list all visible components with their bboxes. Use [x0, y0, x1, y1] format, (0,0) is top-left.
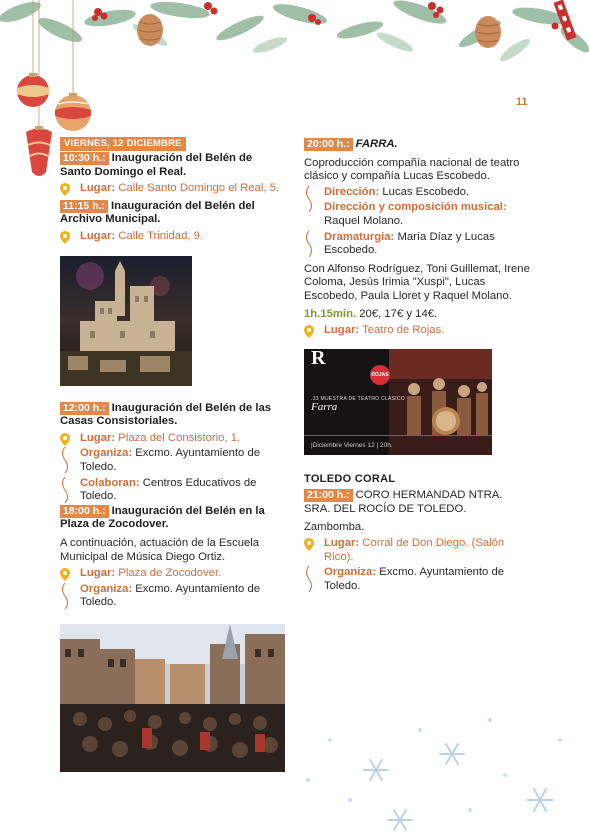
music-direction-value: Raquel Molano. [324, 214, 404, 227]
event-location [60, 182, 285, 196]
location-pin-icon [60, 433, 70, 446]
duration: 1h.15min. [304, 307, 357, 320]
event-cast: Con Alfonso Rodríguez, Toni Guillemat, Irene Coloma, Jesús Irimia "Xuspi", Lucas Escobedo, Paula Lloret y Raquel Molano. [304, 262, 530, 302]
location-label: Lugar: [324, 324, 360, 337]
farra-poster [304, 349, 492, 455]
event-collaborators [60, 477, 285, 504]
location-value: Corral de Don Diego. (Salón Rico). [324, 537, 505, 563]
page-number: 11 [516, 96, 528, 108]
event-title: Inauguración del Belén de las Casas Consistoriales. [60, 401, 272, 428]
location-value: Calle Santo Domingo el Real, 5. [118, 182, 280, 195]
location-label: Lugar: [324, 537, 360, 550]
event-time: 21:00 h.: [304, 489, 353, 502]
organizer-label: Organiza: [80, 447, 133, 460]
event-location [60, 432, 285, 446]
event-time: 20:00 h.: [304, 138, 353, 151]
dramaturgy-value: María Díaz y Lucas Escobedo. [324, 230, 495, 257]
dramaturgy-label: Dramaturgia: [324, 230, 395, 243]
prices: 20€, 17€ y 14€. [359, 307, 438, 320]
music-direction-label: Dirección y composición musical: [324, 201, 507, 214]
collaborators-value: Centros Educativos de Toledo. [80, 476, 257, 503]
event-location [304, 324, 530, 338]
location-value: Calle Trinidad, 9. [118, 229, 204, 242]
event-zocodover [60, 505, 285, 532]
event-farra [304, 138, 530, 152]
event-time: 10:30 h.: [60, 152, 109, 165]
location-label: Lugar: [80, 182, 116, 195]
location-pin-icon [60, 183, 70, 196]
location-pin-icon [60, 568, 70, 581]
poster-festival: .33 MUESTRA DE TEATRO CLÁSICO [311, 395, 406, 402]
event-time: 18:00 h.: [60, 505, 109, 518]
direction-label: Dirección: [324, 185, 380, 198]
event-coro [304, 489, 530, 516]
direction-value: Lucas Escobedo. [382, 185, 470, 198]
event-time: 11:15 h.: [60, 200, 108, 213]
left-column [60, 137, 285, 772]
date-banner: VIERNES, 12 DICIEMBRE [60, 137, 186, 151]
event-direction [304, 186, 530, 200]
event-casas-consistoriales [60, 402, 285, 429]
nativity-scene-photo [60, 256, 192, 386]
event-description: Coproducción compañía nacional de teatro clásico y compañía Lucas Escobedo. [304, 156, 520, 183]
collaborators-label: Colaboran: [80, 476, 140, 489]
squiggle-icon [304, 231, 314, 257]
organizer-label: Organiza: [80, 582, 133, 595]
organizer-value: Excmo. Ayuntamiento de Toledo. [80, 582, 261, 609]
section-title: TOLEDO CORAL [304, 472, 396, 485]
event-time: 12:00 h.: [60, 402, 109, 415]
organizer-label: Organiza: [324, 566, 377, 579]
location-value: Plaza de Zocodover. [118, 567, 222, 580]
location-pin-icon [60, 231, 70, 244]
event-organizer [60, 447, 285, 474]
right-column [304, 137, 530, 593]
event-description: A continuación, actuación de la Escuela Municipal de Música Diego Ortiz. [60, 536, 260, 563]
location-value: Teatro de Rojas. [362, 324, 445, 337]
squiggle-icon [60, 583, 70, 609]
location-label: Lugar: [80, 567, 116, 580]
event-title: FARRA. [355, 138, 398, 150]
squiggle-icon [60, 447, 70, 473]
location-pin-icon [304, 325, 314, 338]
poster-footer: |Diciembre Viernes 12 | 20h. [311, 441, 393, 449]
event-archivo-municipal [60, 200, 285, 227]
location-value: Plaza del Consistorio, 1. [118, 431, 241, 444]
location-label: Lugar: [80, 431, 116, 444]
event-genre: Zambomba. [304, 520, 365, 533]
organizer-value: Excmo. Ayuntamiento de Toledo. [324, 566, 505, 592]
event-title: Inauguración del Belén de Santo Domingo el Real. [60, 152, 253, 178]
zocodover-concert-photo [60, 624, 285, 772]
event-location [60, 230, 285, 244]
event-location [60, 567, 285, 581]
snowflakes-decoration [300, 700, 589, 836]
poster-title: Farra [311, 400, 338, 413]
event-organizer [304, 566, 530, 593]
poster-badge: ROJAS [370, 365, 390, 385]
poster-logo-letter: R [311, 348, 326, 369]
location-pin-icon [304, 538, 314, 551]
location-label: Lugar: [80, 229, 116, 242]
squiggle-icon [304, 566, 314, 592]
event-title: Inauguración del Belén en la Plaza de Zocodover. [60, 504, 265, 531]
event-organizer [60, 583, 285, 610]
event-santo-domingo [60, 152, 285, 179]
event-title: Inauguración del Belén del Archivo Municipal. [60, 199, 255, 226]
event-title: CORO HERMANDAD NTRA. SRA. DEL ROCÍO DE TOLEDO. [304, 489, 503, 515]
event-location [304, 537, 530, 564]
event-dramaturgy [304, 231, 530, 258]
event-music-direction [304, 201, 530, 228]
squiggle-icon [60, 477, 70, 503]
event-duration-prices [304, 308, 530, 322]
organizer-value: Excmo. Ayuntamiento de Toledo. [80, 447, 261, 473]
